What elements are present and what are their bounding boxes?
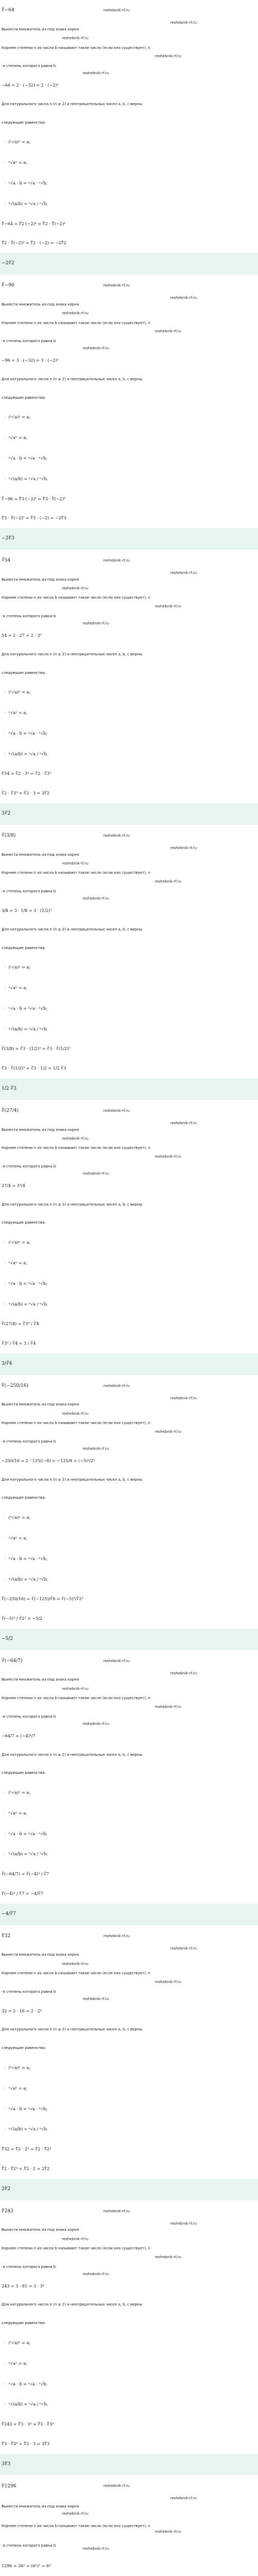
property-bullet: · xyxy=(4,752,6,756)
watermark-text: reshebnik-rf.ru xyxy=(62,2512,88,2516)
property-bullet: · xyxy=(4,1832,6,1836)
root-property xyxy=(0,1549,258,1569)
watermark-text: reshebnik-rf.ru xyxy=(170,1121,197,1125)
property-bullet: · xyxy=(4,2341,6,2345)
watermark-text: reshebnik-rf.ru xyxy=(83,346,109,350)
root-property xyxy=(0,1507,258,1528)
rule-text: следующие равенства: xyxy=(0,939,258,958)
explanation-line: -я степень которого равна b xyxy=(0,57,258,76)
factorization-line: 243 = 3 · 81 = 3 · 3⁴ xyxy=(0,2277,258,2296)
root-property xyxy=(0,2058,258,2078)
explanation-line: Вынести множитель из-под знака корня xyxy=(0,846,258,865)
property-formula: ⁿ√aⁿ = a; xyxy=(9,160,27,165)
watermark-text: reshebnik-rf.ru xyxy=(83,71,109,75)
root-property xyxy=(0,957,258,978)
watermark-text: reshebnik-rf.ru xyxy=(62,1137,88,1141)
rule-text: следующие равенства: xyxy=(0,1214,258,1232)
property-bullet: · xyxy=(4,2127,6,2131)
task-block xyxy=(0,1100,258,1376)
watermark-text: reshebnik-rf.ru xyxy=(83,621,109,625)
property-formula: ⁿ√a · b = ⁿ√a · ⁿ√b; xyxy=(9,1556,47,1561)
root-property xyxy=(0,1274,258,1294)
property-formula: ⁿ√aⁿ = a; xyxy=(9,435,27,440)
root-property xyxy=(0,2099,258,2120)
property-formula: ⁿ√a · b = ⁿ√a · ⁿ√b; xyxy=(9,1832,47,1836)
rule-text: Для натурального числа n (n ≥ 2) и неотрицательных чисел a, b, c верны xyxy=(0,921,258,939)
root-property xyxy=(0,1528,258,1549)
property-formula: ⁿ√a · b = ⁿ√a · ⁿ√b; xyxy=(9,1281,47,1286)
property-formula: (ⁿ√a)ⁿ = a; xyxy=(9,1515,30,1520)
solution-step: ∜3 · ∜3⁴ = ∜3 · 3 = 3∜3 xyxy=(0,2434,258,2454)
factorization-line: 1296 = 36² = (6²)² = 6⁴ xyxy=(0,2556,258,2576)
rule-text: Для натурального числа n (n ≥ 2) и неотрицательных чисел a, b, c верны xyxy=(0,370,258,389)
answer-highlight: 3∜3 xyxy=(0,2454,258,2476)
factorization-line: −250/16 = 2 · 125/(−8) = −125/8 = (−5)³/2³ xyxy=(0,1451,258,1471)
explanation-line: Корнем степени n из числа b называют такое число (если оно существует), n xyxy=(0,1414,258,1433)
explanation-line: Вынести множитель из-под знака корня xyxy=(0,2221,258,2240)
property-formula: ⁿ√(a/b) = ⁿ√a / ⁿ√b. xyxy=(9,1577,49,1582)
explanation-line: -я степень которого равна b xyxy=(0,332,258,351)
property-bullet: · xyxy=(4,160,6,165)
root-property xyxy=(0,407,258,428)
watermark-text: reshebnik-rf.ru xyxy=(155,1705,181,1709)
watermark-text: reshebnik-rf.ru xyxy=(103,283,130,287)
property-formula: ⁿ√(a/b) = ⁿ√a / ⁿ√b. xyxy=(9,201,49,206)
solution-step: ∜3 · ∜(−2)⁵ = ∜3 · (−2) = −2∜3 xyxy=(0,509,258,528)
task-block xyxy=(0,1376,258,1651)
explanation-line: Корнем степени n из числа b называют такое число (если оно существует), n xyxy=(0,1964,258,1983)
property-bullet: · xyxy=(4,1006,6,1011)
property-formula: (ⁿ√a)ⁿ = a; xyxy=(9,415,30,419)
rule-text: следующие равенства: xyxy=(0,2314,258,2333)
explanation-line: -я степень которого равна b xyxy=(0,1433,258,1451)
explanation-line: -я степень которого равна b xyxy=(0,883,258,901)
property-bullet: · xyxy=(4,1556,6,1561)
explanation-line: -я степень которого равна b xyxy=(0,1708,258,1726)
answer-highlight: −2∜2 xyxy=(0,253,258,275)
property-formula: ⁿ√aⁿ = a; xyxy=(9,1811,27,1816)
solution-step: ∜2 · ∜2⁴ = ∜2 · 2 = 2∜2 xyxy=(0,2159,258,2179)
task-block xyxy=(0,0,258,275)
rule-text: Для натурального числа n (n ≥ 2) и неотрицательных чисел a, b, c верны xyxy=(0,2296,258,2314)
answer-highlight: 2∜2 xyxy=(0,2179,258,2200)
watermark-text: reshebnik-rf.ru xyxy=(170,296,197,300)
watermark-text: reshebnik-rf.ru xyxy=(170,571,197,575)
watermark-text: reshebnik-rf.ru xyxy=(103,1934,130,1938)
explanation-line: -я степень которого равна b xyxy=(0,2258,258,2277)
root-property xyxy=(0,2078,258,2099)
root-property xyxy=(0,744,258,765)
property-formula: (ⁿ√a)ⁿ = a; xyxy=(9,1240,30,1245)
watermark-text: reshebnik-rf.ru xyxy=(62,2237,88,2241)
root-property xyxy=(0,682,258,703)
watermark-text: reshebnik-rf.ru xyxy=(83,2272,109,2276)
watermark-text: reshebnik-rf.ru xyxy=(155,1155,181,1159)
property-formula: (ⁿ√a)ⁿ = a; xyxy=(9,690,30,694)
solution-step: ∛(−5)³ / ∛2³ = −5/2 xyxy=(0,1609,258,1629)
factorization-line: −64 = 2 · (−32) = 2 · (−2)⁵ xyxy=(0,76,258,95)
task-expression: ∜(−250/16) xyxy=(0,1376,258,1396)
property-bullet: · xyxy=(4,1261,6,1265)
property-formula: ⁿ√a · b = ⁿ√a · ⁿ√b; xyxy=(9,731,47,736)
watermark-text: reshebnik-rf.ru xyxy=(83,896,109,901)
property-formula: ⁿ√(a/b) = ⁿ√a / ⁿ√b. xyxy=(9,752,49,756)
property-formula: ⁿ√(a/b) = ⁿ√a / ⁿ√b. xyxy=(9,1302,49,1307)
solution-step: ∛3³ / ∛4 = 3 / ∛4 xyxy=(0,1334,258,1353)
rule-text: следующие равенства: xyxy=(0,664,258,683)
root-property xyxy=(0,194,258,214)
root-property xyxy=(0,1824,258,1844)
answer-highlight: −2∜3 xyxy=(0,528,258,550)
property-formula: (ⁿ√a)ⁿ = a; xyxy=(9,965,30,970)
root-property xyxy=(0,1844,258,1865)
watermark-text: reshebnik-rf.ru xyxy=(83,1172,109,1176)
property-formula: ⁿ√(a/b) = ⁿ√a / ⁿ√b. xyxy=(9,477,49,481)
property-formula: ⁿ√a · b = ⁿ√a · ⁿ√b; xyxy=(9,2107,47,2111)
task-block xyxy=(0,2201,258,2476)
watermark-text: reshebnik-rf.ru xyxy=(83,1997,109,2001)
root-property xyxy=(0,1232,258,1253)
property-formula: ⁿ√aⁿ = a; xyxy=(9,1536,27,1540)
property-bullet: · xyxy=(4,477,6,481)
answer-highlight: 3/∛4 xyxy=(0,1353,258,1375)
property-bullet: · xyxy=(4,1302,6,1307)
watermark-text: reshebnik-rf.ru xyxy=(103,2484,130,2488)
watermark-text: reshebnik-rf.ru xyxy=(170,1671,197,1675)
property-bullet: · xyxy=(4,710,6,715)
task-block xyxy=(0,2476,258,2576)
explanation-line: Корнем степени n из числа b называют такое число (если оно существует), n xyxy=(0,1139,258,1158)
task-expression: ∛(3/8) xyxy=(0,825,258,846)
root-property xyxy=(0,469,258,489)
watermark-text: reshebnik-rf.ru xyxy=(170,2222,197,2226)
watermark-text: reshebnik-rf.ru xyxy=(62,861,88,866)
explanation-line: Корнем степени n из числа b называют такое число (если оно существует), n xyxy=(0,2240,258,2258)
factorization-line: 3/8 = 3 · 1/8 = 3 · (1/2)³ xyxy=(0,901,258,921)
property-bullet: · xyxy=(4,1811,6,1816)
explanation-line: Вынести множитель из-под знака корня xyxy=(0,1121,258,1140)
solution-step: ∛(−64/7) = ∛(−4)³ / ∛7 xyxy=(0,1865,258,1884)
solution-step: ∜−64 = ∜2·(−2)⁴ = ∜2 · ∜(−2)⁴ xyxy=(0,214,258,234)
property-bullet: · xyxy=(4,2086,6,2091)
property-bullet: · xyxy=(4,456,6,461)
explanation-line: Корнем степени n из числа b называют такое число (если оно существует), n xyxy=(0,864,258,883)
rule-text: Для натурального числа n (n ≥ 2) и неотрицательных чисел a, b, c верны xyxy=(0,1471,258,1489)
property-bullet: · xyxy=(4,181,6,185)
property-bullet: · xyxy=(4,731,6,736)
root-property xyxy=(0,2394,258,2415)
rule-text: Для натурального числа n (n ≥ 2) и неотрицательных чисел a, b, c верны xyxy=(0,646,258,664)
solution-step: ∜2 · ∜(−2)⁴ = ∜2 · (−2) = −2∜2 xyxy=(0,233,258,253)
root-property xyxy=(0,132,258,152)
explanation-line: Вынести множитель из-под знака корня xyxy=(0,2497,258,2517)
rule-text: следующие равенства: xyxy=(0,2039,258,2058)
property-formula: (ⁿ√a)ⁿ = a; xyxy=(9,1790,30,1795)
watermark-text: reshebnik-rf.ru xyxy=(103,1384,130,1388)
watermark-text: reshebnik-rf.ru xyxy=(83,1447,109,1451)
solution-step: ∜(−250/16) = ∛(−125)/∛8 = ∛(−5)³/∛2³ xyxy=(0,1589,258,1609)
property-bullet: · xyxy=(4,1536,6,1540)
property-bullet: · xyxy=(4,965,6,970)
property-formula: ⁿ√(a/b) = ⁿ√a / ⁿ√b. xyxy=(9,2127,49,2131)
property-bullet: · xyxy=(4,2107,6,2111)
root-property xyxy=(0,998,258,1019)
property-bullet: · xyxy=(4,1515,6,1520)
property-bullet: · xyxy=(4,1790,6,1795)
property-bullet: · xyxy=(4,1027,6,1031)
explanation-line: -я степень которого равна b xyxy=(0,607,258,626)
solution-step: ∛3 · ∛(1/2)³ = ∛3 · 1/2 = 1/2 ∛3 xyxy=(0,1059,258,1078)
watermark-text: reshebnik-rf.ru xyxy=(155,879,181,884)
property-formula: ⁿ√(a/b) = ⁿ√a / ⁿ√b. xyxy=(9,1852,49,1856)
solution-step: ∜243 = ∜3 · 3⁴ = ∜3 · ∜3⁴ xyxy=(0,2415,258,2434)
task-block xyxy=(0,825,258,1100)
root-property xyxy=(0,1253,258,1274)
watermark-text: reshebnik-rf.ru xyxy=(103,1109,130,1113)
property-formula: ⁿ√a · b = ⁿ√a · ⁿ√b; xyxy=(9,456,47,461)
explanation-line: -я степень которого равна b xyxy=(0,1158,258,1176)
root-property xyxy=(0,1294,258,1315)
solution-step: ∜−96 = ∜3·(−2)⁵ = ∜3 · ∜(−2)⁵ xyxy=(0,489,258,509)
root-property xyxy=(0,2353,258,2374)
solution-step: ∜32 = ∜2 · 2⁴ = ∜2 · ∜2⁴ xyxy=(0,2140,258,2159)
watermark-text: reshebnik-rf.ru xyxy=(62,1687,88,1691)
property-bullet: · xyxy=(4,1577,6,1582)
answer-highlight: 3∛2 xyxy=(0,803,258,825)
root-property xyxy=(0,2374,258,2395)
root-property xyxy=(0,723,258,744)
explanation-line: Вынести множитель из-под знака корня xyxy=(0,296,258,314)
explanation-line: -я степень которого равна b xyxy=(0,2536,258,2556)
explanation-line: Корнем степени n из числа b называют такое число (если оно существует), n xyxy=(0,314,258,333)
solution-step: ∛2 · ∛3³ = ∛2 · 3 = 3∛2 xyxy=(0,784,258,803)
task-expression: ∛(−64/7) xyxy=(0,1651,258,1671)
solution-step: ∛(27/4) = ∛3³ / ∛4 xyxy=(0,1314,258,1334)
watermark-text: reshebnik-rf.ru xyxy=(103,558,130,563)
property-bullet: · xyxy=(4,986,6,990)
task-block xyxy=(0,550,258,825)
property-bullet: · xyxy=(4,2065,6,2070)
explanation-line: Корнем степени n из числа b называют такое число (если оно существует), n xyxy=(0,589,258,607)
watermark-text: reshebnik-rf.ru xyxy=(170,1946,197,1951)
property-bullet: · xyxy=(4,1240,6,1245)
task-expression: ∜(27/4) xyxy=(0,1100,258,1121)
watermark-text: reshebnik-rf.ru xyxy=(155,329,181,333)
property-formula: ⁿ√aⁿ = a; xyxy=(9,2086,27,2091)
rule-text: Для натурального числа n (n ≥ 2) и неотрицательных чисел a, b, c верны xyxy=(0,1196,258,1214)
root-property xyxy=(0,1803,258,1824)
solution-step: ∛(−4)³ / ∛7 = −4/∛7 xyxy=(0,1884,258,1904)
explanation-line: Вынести множитель из-под знака корня xyxy=(0,1946,258,1964)
answer-highlight: −5/2 xyxy=(0,1629,258,1650)
watermark-text: reshebnik-rf.ru xyxy=(62,1962,88,1966)
watermark-text: reshebnik-rf.ru xyxy=(155,1430,181,1434)
factorization-line: 32 = 2 · 16 = 2 · 2⁴ xyxy=(0,2002,258,2021)
root-property xyxy=(0,1569,258,1590)
property-bullet: · xyxy=(4,1852,6,1856)
factorization-line: −64/7 = (−4)³/7 xyxy=(0,1726,258,1746)
watermark-text: reshebnik-rf.ru xyxy=(103,8,130,12)
root-property xyxy=(0,173,258,194)
property-formula: ⁿ√a · b = ⁿ√a · ⁿ√b; xyxy=(9,2382,47,2386)
watermark-text: reshebnik-rf.ru xyxy=(103,2209,130,2213)
property-formula: ⁿ√aⁿ = a; xyxy=(9,2361,27,2366)
property-formula: ⁿ√(a/b) = ⁿ√a / ⁿ√b. xyxy=(9,2402,49,2406)
task-block xyxy=(0,1651,258,1926)
explanation-line: Вынести множитель из-под знака корня xyxy=(0,21,258,39)
watermark-text: reshebnik-rf.ru xyxy=(103,834,130,838)
explanation-line: Корнем степени n из числа b называют такое число (если оно существует), n xyxy=(0,1689,258,1708)
solution-step: ∛54 = ∛2 · 3³ = ∛2 · ∛3³ xyxy=(0,764,258,784)
answer-highlight: 1/2 ∛3 xyxy=(0,1078,258,1100)
explanation-line: Вынести множитель из-под знака корня xyxy=(0,571,258,589)
factorization-line: 54 = 2 · 27 = 2 · 3³ xyxy=(0,626,258,646)
watermark-text: reshebnik-rf.ru xyxy=(170,2496,197,2500)
property-formula: ⁿ√aⁿ = a; xyxy=(9,710,27,715)
watermark-text: reshebnik-rf.ru xyxy=(155,1980,181,1984)
rule-text: следующие равенства: xyxy=(0,1764,258,1783)
task-expression: ∜1296 xyxy=(0,2476,258,2497)
root-property xyxy=(0,2119,258,2140)
explanation-line: Корнем степени n из числа b называют такое число (если оно существует), n xyxy=(0,2517,258,2536)
property-bullet: · xyxy=(4,1281,6,1286)
rule-text: Для натурального числа n (n ≥ 2) и неотрицательных чисел a, b, c верны xyxy=(0,2021,258,2039)
rule-text: Для натурального числа n (n ≥ 2) и неотрицательных чисел a, b, c верны xyxy=(0,1746,258,1765)
root-property xyxy=(0,428,258,448)
watermark-text: reshebnik-rf.ru xyxy=(83,1722,109,1726)
property-bullet: · xyxy=(4,2402,6,2406)
property-formula: ⁿ√a · b = ⁿ√a · ⁿ√b; xyxy=(9,1006,47,1011)
watermark-text: reshebnik-rf.ru xyxy=(62,586,88,590)
property-formula: ⁿ√a · b = ⁿ√a · ⁿ√b; xyxy=(9,181,47,185)
root-property xyxy=(0,1019,258,1040)
property-formula: (ⁿ√a)ⁿ = a; xyxy=(9,2065,30,2070)
property-bullet: · xyxy=(4,2361,6,2366)
watermark-text: reshebnik-rf.ru xyxy=(62,311,88,315)
property-formula: ⁿ√(a/b) = ⁿ√a / ⁿ√b. xyxy=(9,1027,49,1031)
explanation-line: Корнем степени n из числа b называют такое число (если оно существует), n xyxy=(0,39,258,58)
watermark-text: reshebnik-rf.ru xyxy=(62,36,88,40)
watermark-text: reshebnik-rf.ru xyxy=(83,2547,109,2551)
property-bullet: · xyxy=(4,2382,6,2386)
rule-text: следующие равенства: xyxy=(0,114,258,132)
root-property xyxy=(0,2333,258,2353)
property-bullet: · xyxy=(4,690,6,694)
root-property xyxy=(0,1783,258,1803)
watermark-text: reshebnik-rf.ru xyxy=(103,1659,130,1663)
explanation-line: -я степень которого равна b xyxy=(0,1983,258,2002)
factorization-line: 27/4 = 3³/4 xyxy=(0,1176,258,1196)
property-formula: (ⁿ√a)ⁿ = a; xyxy=(9,2341,30,2345)
solution-step: ∛(3/8) = ∛3 · (1/2)³ = ∛3 · ∛(1/2)³ xyxy=(0,1039,258,1059)
answer-highlight: −4/∛7 xyxy=(0,1904,258,1925)
factorization-line: −96 = 3 · (−32) = 3 · (−2)⁵ xyxy=(0,351,258,370)
task-expression: ∛−64 xyxy=(0,0,258,21)
explanation-line: Вынести множитель из-под знака корня xyxy=(0,1671,258,1689)
watermark-text: reshebnik-rf.ru xyxy=(170,21,197,25)
property-formula: (ⁿ√a)ⁿ = a; xyxy=(9,140,30,144)
root-property xyxy=(0,978,258,998)
task-expression: ∜−96 xyxy=(0,275,258,296)
task-block xyxy=(0,1926,258,2201)
property-bullet: · xyxy=(4,435,6,440)
watermark-text: reshebnik-rf.ru xyxy=(170,1396,197,1400)
property-bullet: · xyxy=(4,201,6,206)
task-expression: ∛54 xyxy=(0,550,258,571)
property-bullet: · xyxy=(4,415,6,419)
watermark-text: reshebnik-rf.ru xyxy=(155,2255,181,2259)
watermark-text: reshebnik-rf.ru xyxy=(62,1412,88,1416)
root-property xyxy=(0,703,258,723)
rule-text: Для натурального числа n (n ≥ 2) и неотрицательных чисел a, b, c верны xyxy=(0,95,258,114)
watermark-text: reshebnik-rf.ru xyxy=(170,846,197,850)
task-expression: ∜243 xyxy=(0,2201,258,2222)
rule-text: следующие равенства: xyxy=(0,389,258,408)
property-formula: ⁿ√aⁿ = a; xyxy=(9,1261,27,1265)
explanation-line: Вынести множитель из-под знака корня xyxy=(0,1396,258,1414)
root-property xyxy=(0,448,258,469)
watermark-text: reshebnik-rf.ru xyxy=(155,2530,181,2534)
property-bullet: · xyxy=(4,140,6,144)
task-expression: ∜32 xyxy=(0,1926,258,1946)
watermark-text: reshebnik-rf.ru xyxy=(155,604,181,608)
rule-text: следующие равенства: xyxy=(0,1489,258,1507)
task-block xyxy=(0,275,258,550)
root-property xyxy=(0,152,258,173)
watermark-text: reshebnik-rf.ru xyxy=(155,54,181,58)
property-formula: ⁿ√aⁿ = a; xyxy=(9,986,27,990)
